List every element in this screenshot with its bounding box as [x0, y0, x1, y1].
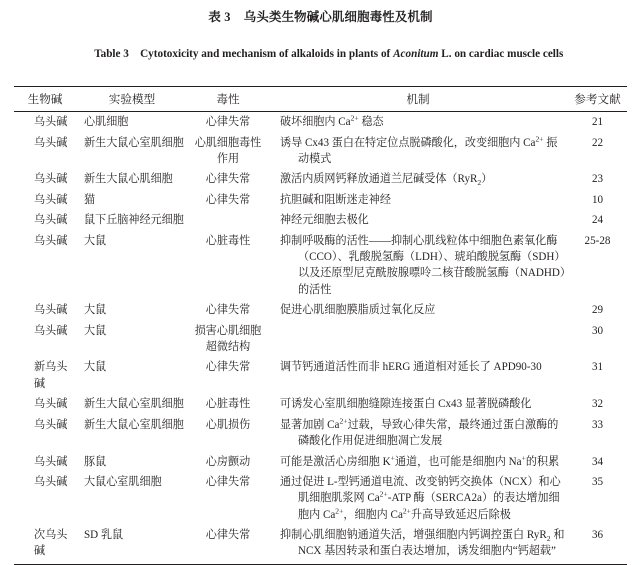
cell-mechanism: 破坏细胞内 $Ca^{2+}$ 稳态 — [280, 113, 384, 129]
table-row — [14, 321, 627, 358]
column-header-reference: 参考文献 — [568, 87, 627, 112]
cell-model: 鼠下丘脑神经元细胞 — [84, 214, 184, 227]
cell-mechanism: 可诱发心室肌细胞缝隙连接蛋白 Cx43 显著脱磷酸化 — [280, 398, 532, 411]
table-row — [14, 525, 627, 562]
cell-toxicity: 心肌细胞毒性 作用 — [194, 136, 262, 165]
cell-alkaloid: 乌头碱 — [34, 418, 68, 431]
cell-toxicity — [188, 210, 268, 230]
table-row — [14, 231, 627, 300]
cell-toxicity: 心房颤动 — [205, 455, 251, 468]
cell-model: 心肌细胞 — [84, 116, 129, 129]
cell-reference: 31 — [591, 361, 604, 374]
cell-model: SD 乳鼠 — [84, 529, 124, 542]
table-row — [14, 394, 627, 414]
table-row — [14, 300, 627, 320]
table-row — [14, 169, 627, 189]
cell-model: 豚鼠 — [84, 455, 107, 468]
cell-mechanism — [268, 321, 568, 358]
cell-toxicity: 心脏毒性 — [205, 398, 251, 411]
table-row — [14, 415, 627, 452]
table-container — [14, 86, 627, 565]
cell-alkaloid: 乌头碱 — [34, 214, 68, 227]
cell-alkaloid: 乌头碱 — [34, 234, 68, 247]
cell-reference: 22 — [591, 136, 604, 149]
cell-reference: 24 — [591, 214, 604, 227]
column-header-alkaloid: 生物碱 — [14, 87, 76, 112]
cell-reference: 34 — [591, 455, 604, 468]
table-row — [14, 190, 627, 210]
table-row — [14, 472, 627, 525]
cytotoxicity-table — [14, 86, 627, 562]
cell-model: 新生大鼠心室肌细胞 — [84, 418, 184, 431]
cell-alkaloid: 乌头碱 — [34, 193, 68, 206]
column-header-model: 实验模型 — [76, 87, 188, 112]
cell-toxicity: 心律失常 — [205, 304, 251, 317]
cell-alkaloid: 乌头碱 — [34, 324, 68, 337]
cell-mechanism: 通过促进 L-型钙通道电流、改变钠钙交换体（NCX）和心肌细胞肌浆网 $Ca^{2+}$-ATP 酶（SERCA2a）的表达增加细胞内 $Ca^{2+}$，细胞内 $Ca^{2+}$升高导致延迟后除极 — [280, 475, 561, 521]
cell-mechanism: 调节钙通道活性而非 hERG 通道相对延长了 APD90-30 — [280, 361, 542, 374]
cell-reference: 32 — [591, 398, 604, 411]
column-header-mechanism: 机制 — [268, 87, 568, 112]
cell-mechanism: 促进心肌细胞膜脂质过氧化反应 — [280, 304, 436, 317]
cell-reference: 36 — [591, 529, 604, 542]
cell-model: 大鼠 — [84, 361, 107, 374]
cell-toxicity: 心肌损伤 — [205, 418, 251, 431]
cell-reference: 23 — [591, 173, 604, 186]
cell-reference: 10 — [591, 193, 604, 206]
cell-toxicity: 心律失常 — [205, 361, 251, 374]
cell-model: 新生大鼠心室肌细胞 — [84, 136, 184, 149]
table-caption — [14, 0, 627, 81]
table-body — [14, 112, 627, 562]
cell-alkaloid: 乌头碱 — [34, 173, 68, 186]
cell-toxicity: 心律失常 — [205, 173, 251, 186]
cell-model: 大鼠心室肌细胞 — [84, 475, 162, 488]
cell-model: 大鼠 — [84, 234, 107, 247]
cell-mechanism: 激活内质网钙释放通道兰尼碱受体（RyR$_2$） — [280, 173, 493, 188]
cell-reference: 29 — [591, 304, 604, 317]
cell-mechanism: 诱导 Cx43 蛋白在特定位点脱磷酸化，改变细胞内 $Ca^{2+}$ 振动模式 — [280, 133, 558, 165]
cell-mechanism: 可能是激活心房细胞 K+通道，也可能是细胞内 Na+的积累 — [280, 452, 560, 468]
caption-chinese: 表 3 乌头类生物碱心肌细胞毒性及机制 — [208, 10, 433, 24]
cell-toxicity: 心律失常 — [205, 116, 251, 129]
cell-alkaloid: 乌头碱 — [34, 475, 68, 488]
cell-model: 猫 — [84, 193, 96, 206]
cell-mechanism: 抑制心肌细胞钠通道失活，增强细胞内钙调控蛋白 RyR$_2$ 和 NCX 基因转录和蛋白表达增加，诱发细胞内“钙超载” — [280, 529, 565, 558]
cell-mechanism: 抑制呼吸酶的活性——抑制心肌线粒体中细胞色素氧化酶（CCO）、乳酸脱氢酶（LDH）、琥珀酸脱氢酶（SDH）以及还原型尼克酰胺腺嘌呤二核苷酸脱氢酶（NADHD）的活性 — [280, 234, 566, 296]
cell-model: 新生大鼠心肌细胞 — [84, 173, 173, 186]
cell-alkaloid: 乌头碱 — [34, 304, 68, 317]
cell-mechanism: 抗胆碱和阻断迷走神经 — [280, 193, 391, 206]
table-row — [14, 451, 627, 471]
cell-toxicity: 损害心肌细胞 超微结构 — [194, 324, 262, 353]
table-row — [14, 112, 627, 133]
cell-reference: 21 — [591, 116, 604, 129]
caption-english — [14, 27, 627, 81]
table-row — [14, 357, 627, 394]
caption-english-post: L. on cardiac muscle cells — [438, 48, 564, 60]
cell-toxicity: 心律失常 — [205, 475, 251, 488]
cell-reference: 33 — [591, 418, 604, 431]
cell-alkaloid: 乌头碱 — [34, 398, 68, 411]
table-header — [14, 87, 627, 112]
cell-toxicity: 心律失常 — [205, 529, 251, 542]
column-header-toxicity: 毒性 — [188, 87, 268, 112]
cell-model: 大鼠 — [84, 304, 107, 317]
table-row — [14, 132, 627, 169]
cell-model: 新生大鼠心室肌细胞 — [84, 398, 184, 411]
cell-mechanism: 神经元细胞去极化 — [280, 214, 369, 227]
cell-alkaloid: 乌头碱 — [34, 116, 68, 129]
cell-toxicity: 心律失常 — [205, 193, 251, 206]
cell-model: 大鼠 — [84, 324, 107, 337]
cell-toxicity: 心脏毒性 — [205, 234, 251, 247]
table-header-row — [14, 87, 627, 112]
cell-alkaloid: 新乌头碱 — [34, 361, 68, 390]
cell-reference: 30 — [591, 324, 604, 337]
caption-english-pre: Table 3 Cytotoxicity and mechanism of alkaloids in plants of — [94, 48, 394, 60]
cell-alkaloid: 次乌头碱 — [34, 529, 68, 558]
cell-mechanism: 显著加剧 $Ca^{2+}$过载，导致心律失常，最终通过蛋白激酶的磷酸化作用促进细胞凋亡发展 — [280, 416, 559, 448]
cell-alkaloid: 乌头碱 — [34, 136, 68, 149]
cell-reference: 35 — [591, 475, 604, 488]
cell-reference: 25-28 — [584, 234, 611, 247]
table-row — [14, 210, 627, 230]
caption-genus-name: Aconitum — [393, 48, 439, 60]
cell-alkaloid: 乌头碱 — [34, 455, 68, 468]
